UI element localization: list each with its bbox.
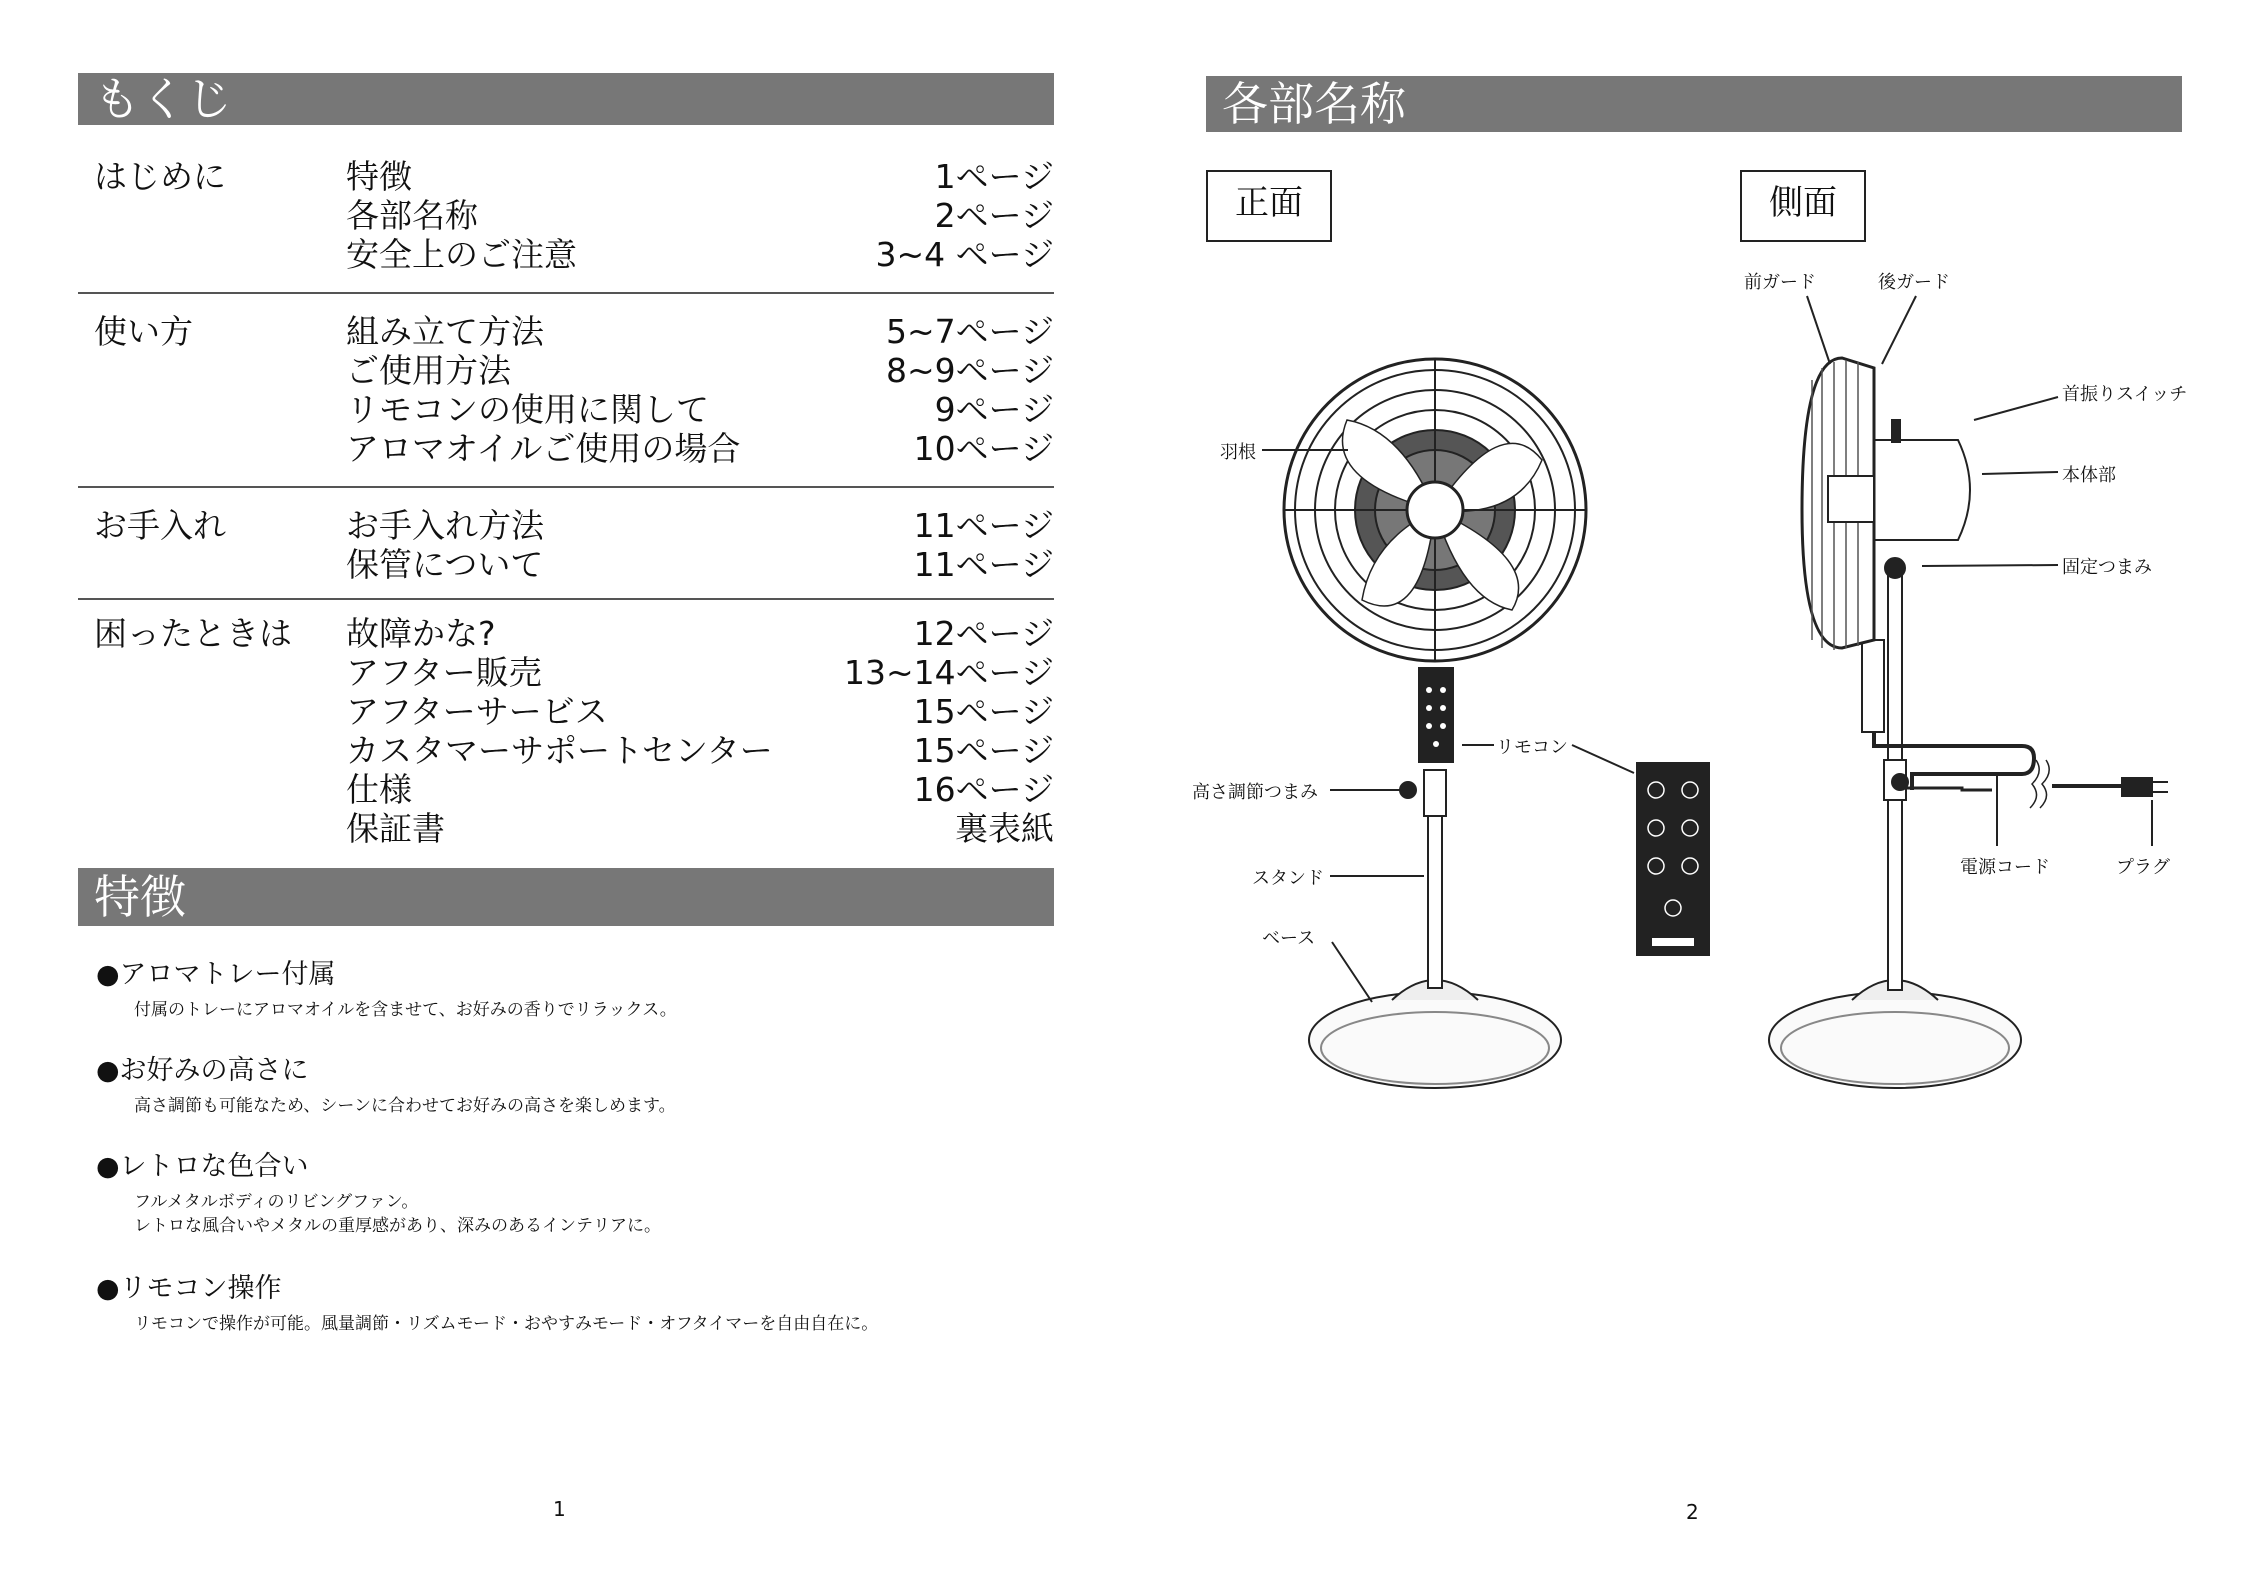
toc-entry-page: 12ページ xyxy=(913,614,1054,653)
table-of-contents xyxy=(78,157,1054,848)
toc-entry-title: 故障かな? xyxy=(346,614,496,653)
toc-entry-title: 安全上のご注意 xyxy=(346,235,577,274)
toc-entry[interactable] xyxy=(78,653,1054,692)
page-number: 1 xyxy=(553,1497,566,1521)
front-fan-illustration xyxy=(1284,359,1586,1088)
toc-entry-title: 各部名称 xyxy=(346,196,478,235)
toc-header xyxy=(78,73,1054,125)
toc-entry-page: 15ページ xyxy=(913,692,1054,731)
label-height-knob: 高さ調節つまみ xyxy=(1192,782,1318,803)
label-blade: 羽根 xyxy=(1220,442,1256,463)
toc-entry-page: 3~4 ページ xyxy=(875,235,1054,274)
label-fixing-knob: 固定つまみ xyxy=(2062,557,2152,578)
remote-illustration xyxy=(1637,763,1709,955)
toc-entry-page: 10ページ xyxy=(913,429,1054,468)
toc-entry-page: 15ページ xyxy=(913,731,1054,770)
toc-entry-title: 仕様 xyxy=(346,770,412,809)
right-page xyxy=(1122,0,2245,1587)
toc-entry-title: アロマオイルご使用の場合 xyxy=(346,429,741,468)
toc-entry-title: お手入れ方法 xyxy=(346,506,544,545)
front-view-text: 正面 xyxy=(1235,183,1303,223)
toc-section-title: はじめに xyxy=(94,157,226,196)
toc-entry[interactable] xyxy=(78,351,1054,390)
feature-description: 高さ調節も可能なため、シーンに合わせてお好みの高さを楽しめます。 xyxy=(134,1096,676,1116)
toc-entry-page: 11ページ xyxy=(913,545,1054,584)
feature-title: ●リモコン操作 xyxy=(96,1273,282,1304)
toc-section-title: お手入れ xyxy=(94,506,226,545)
label-power-cord: 電源コード xyxy=(1960,857,2050,878)
side-view-text: 側面 xyxy=(1769,183,1837,223)
toc-entry-title: ご使用方法 xyxy=(346,351,511,390)
toc-section-title: 困ったときは xyxy=(94,614,292,653)
toc-entry[interactable] xyxy=(78,809,1054,848)
toc-entry-title: アフター販売 xyxy=(346,653,542,692)
toc-section xyxy=(78,600,1054,848)
feature-description: 付属のトレーにアロマオイルを含ませて、お好みの香りでリラックス。 xyxy=(134,1000,677,1020)
toc-entry-page: 16ページ xyxy=(913,770,1054,809)
toc-entry-page: 8~9ページ xyxy=(886,351,1054,390)
label-stand: スタンド xyxy=(1252,868,1324,889)
toc-section xyxy=(78,294,1054,488)
toc-entry-page: 9ページ xyxy=(934,390,1054,429)
toc-section xyxy=(78,157,1054,294)
label-rear-guard: 後ガード xyxy=(1878,272,1950,293)
toc-entry-page: 裏表紙 xyxy=(955,809,1054,848)
features-header xyxy=(78,868,1054,926)
toc-entry-page: 1ページ xyxy=(934,157,1054,196)
toc-entry-title: 保管について xyxy=(346,545,544,584)
toc-entry-title: 保証書 xyxy=(346,809,445,848)
toc-entry[interactable] xyxy=(78,770,1054,809)
feature-title: ●アロマトレー付属 xyxy=(96,959,336,990)
toc-entry-page: 11ページ xyxy=(913,506,1054,545)
page-number: 2 xyxy=(1686,1500,1699,1524)
label-front-guard: 前ガード xyxy=(1744,272,1816,293)
feature-item xyxy=(96,1150,1046,1238)
feature-item xyxy=(96,1272,1046,1336)
label-base: ベース xyxy=(1262,928,1316,949)
toc-entry[interactable] xyxy=(78,312,1054,351)
toc-entry[interactable] xyxy=(78,545,1054,584)
label-remote: リモコン xyxy=(1496,737,1568,758)
toc-title: もくじ xyxy=(94,72,232,126)
feature-description: リモコンで操作が可能。風量調節・リズムモード・おやすみモード・オフタイマーを自由自在に。 xyxy=(134,1314,879,1334)
toc-entry[interactable] xyxy=(78,390,1054,429)
toc-entry[interactable] xyxy=(78,731,1054,770)
toc-entry-title: 組み立て方法 xyxy=(346,312,544,351)
toc-entry-title: アフターサービス xyxy=(346,692,608,731)
toc-entry-title: 特徴 xyxy=(346,157,412,196)
front-view-label xyxy=(1206,170,1332,242)
side-view-label xyxy=(1740,170,1866,242)
label-swing-switch: 首振りスイッチ xyxy=(2062,384,2188,405)
toc-entry[interactable] xyxy=(78,429,1054,468)
toc-section xyxy=(78,488,1054,600)
feature-item xyxy=(96,1054,1046,1118)
toc-section-title: 使い方 xyxy=(94,312,193,351)
toc-entry-page: 13~14ページ xyxy=(844,653,1054,692)
label-plug: プラグ xyxy=(2116,857,2170,878)
label-body: 本体部 xyxy=(2062,465,2116,486)
parts-title: 各部名称 xyxy=(1222,77,1406,131)
toc-entry-page: 5~7ページ xyxy=(886,312,1054,351)
toc-entry-title: リモコンの使用に関して xyxy=(346,390,709,429)
toc-entry-title: カスタマーサポートセンター xyxy=(346,731,773,770)
feature-title: ●レトロな色合い xyxy=(96,1151,309,1182)
feature-item xyxy=(96,958,1046,1022)
feature-description: フルメタルボディのリビングファン。 レトロな風合いやメタルの重厚感があり、深みのあるインテリアに。 xyxy=(134,1192,661,1236)
toc-entry[interactable] xyxy=(78,196,1054,235)
toc-entry-page: 2ページ xyxy=(934,196,1054,235)
toc-entry[interactable] xyxy=(78,692,1054,731)
features-title: 特徴 xyxy=(94,870,186,924)
left-page xyxy=(0,0,1122,1587)
toc-entry[interactable] xyxy=(78,235,1054,274)
feature-title: ●お好みの高さに xyxy=(96,1055,309,1086)
